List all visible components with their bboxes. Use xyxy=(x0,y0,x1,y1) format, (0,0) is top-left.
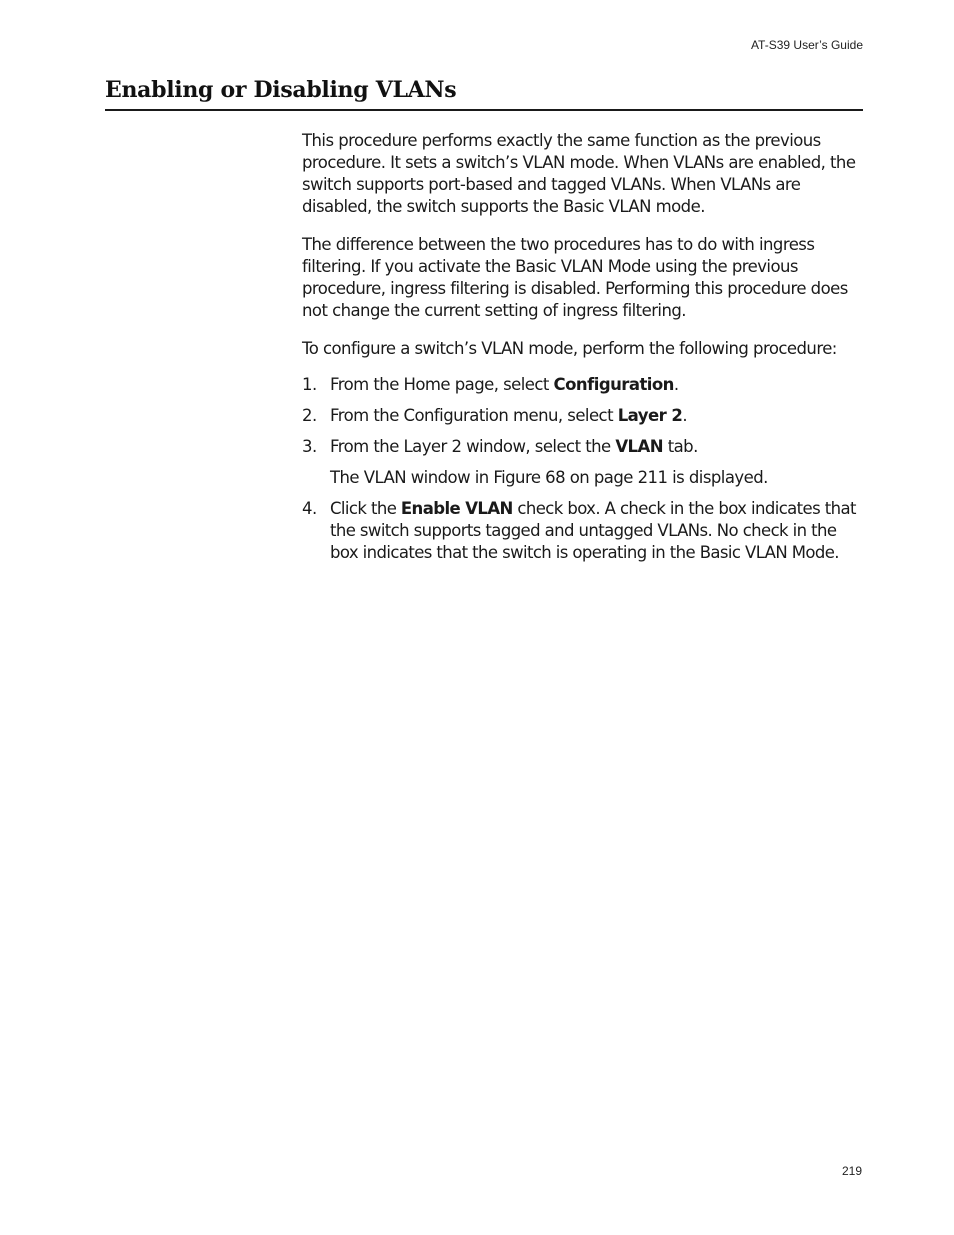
step-text-end: tab. xyxy=(663,437,698,456)
step-text-end: . xyxy=(682,406,688,425)
step-text: From the Home page, select xyxy=(330,375,554,394)
intro-paragraph: This procedure performs exactly the same function as the previous procedure. It sets a switch’s VLAN mode. When VLANs are enabled, the switch supports port-based and tagged VLANs. When VLANs are disabled, the switch supports the Basic VLAN mode. xyxy=(302,131,856,216)
step-text: From the Configuration menu, select xyxy=(330,406,618,425)
body-column xyxy=(302,130,864,573)
step-ui-term: VLAN xyxy=(615,437,663,456)
step-number: 4. xyxy=(302,499,317,518)
step-note: The VLAN window in Figure 68 on page 211 is displayed. xyxy=(330,468,768,487)
procedure-lead-in: To configure a switch’s VLAN mode, perform the following procedure: xyxy=(302,339,837,358)
step-body xyxy=(330,436,864,489)
title-rule xyxy=(105,109,863,111)
procedure-step xyxy=(302,436,864,489)
procedure-step xyxy=(302,498,864,564)
running-header: AT-S39 User’s Guide xyxy=(750,38,863,52)
step-text-end: . xyxy=(673,375,679,394)
step-body xyxy=(330,405,864,427)
step-body xyxy=(330,374,864,396)
page-number: 219 xyxy=(841,1164,862,1178)
step-text: Click the xyxy=(330,499,401,518)
step-ui-term: Configuration xyxy=(553,375,674,394)
step-number: 1. xyxy=(302,375,317,394)
procedure-step xyxy=(302,405,864,427)
step-number: 2. xyxy=(302,406,317,425)
procedure-steps xyxy=(302,374,864,564)
step-text: From the Layer 2 window, select the xyxy=(330,437,616,456)
section-title: Enabling or Disabling VLANs xyxy=(105,77,457,103)
procedure-step xyxy=(302,374,864,396)
step-text-end: check box. A check in the box indicates that the switch supports tagged and untagged VLANs. No check in the box indicates that the switch is operating in the Basic VLAN Mode. xyxy=(330,499,856,562)
step-number: 3. xyxy=(302,437,317,456)
step-body xyxy=(330,498,864,564)
step-ui-term: Enable VLAN xyxy=(400,499,513,518)
ingress-paragraph: The difference between the two procedures has to do with ingress filtering. If you activate the Basic VLAN Mode using the previous procedure, ingress filtering is disabled. Performing this procedure does not change the current setting of ingress filtering. xyxy=(302,235,848,320)
step-ui-term: Layer 2 xyxy=(617,406,683,425)
